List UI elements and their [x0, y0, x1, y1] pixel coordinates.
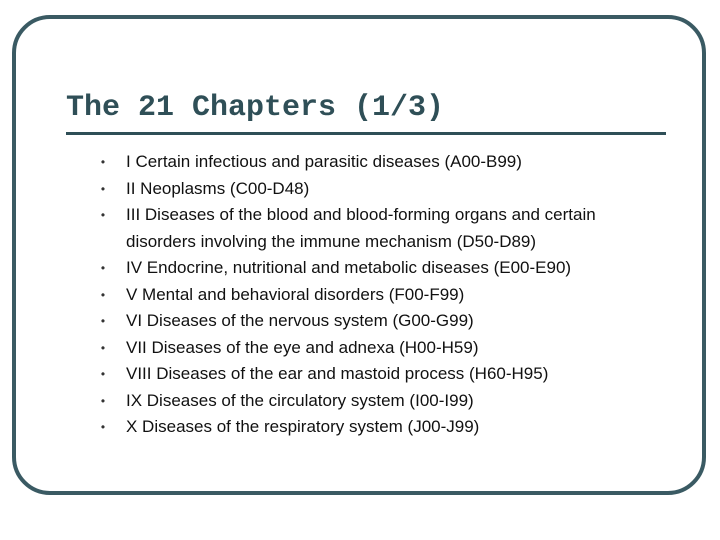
list-item	[98, 308, 698, 335]
bullet-icon: •	[100, 287, 106, 302]
chapter-list	[98, 149, 698, 441]
list-item-text: IV Endocrine, nutritional and metabolic diseases (E00-E90)	[126, 258, 572, 277]
title-underline	[66, 132, 666, 135]
bullet-icon: •	[100, 367, 106, 381]
list-item-text: III Diseases of the blood and blood-forming organs and certain disorders involving the immune mechanism (D50-D89)	[126, 205, 596, 251]
list-item-text: X Diseases of the respiratory system (J00-J99)	[126, 417, 480, 436]
list-item-text: I Certain infectious and parasitic diseases (A00-B99)	[126, 152, 522, 171]
list-item	[98, 149, 698, 176]
list-item	[98, 202, 698, 255]
list-item	[98, 388, 698, 415]
list-item-text: IX Diseases of the circulatory system (I00-I99)	[126, 390, 474, 410]
bullet-icon: •	[100, 155, 106, 169]
bullet-icon: •	[100, 420, 106, 434]
bullet-icon: •	[100, 340, 106, 355]
bullet-icon: •	[100, 181, 106, 196]
list-item	[98, 361, 698, 388]
list-item-text: VIII Diseases of the ear and mastoid process (H60-H95)	[126, 364, 549, 383]
list-item-text: II Neoplasms (C00-D48)	[126, 178, 310, 198]
list-item-text: VI Diseases of the nervous system (G00-G99)	[126, 311, 474, 330]
list-item-text: V Mental and behavioral disorders (F00-F99)	[126, 284, 465, 304]
list-item	[98, 255, 698, 282]
list-item	[98, 176, 698, 203]
list-item-text: VII Diseases of the eye and adnexa (H00-H59)	[126, 337, 479, 357]
bullet-icon: •	[100, 261, 106, 275]
bullet-icon: •	[100, 393, 106, 408]
bullet-icon: •	[100, 208, 106, 222]
list-item	[98, 282, 698, 309]
bullet-icon: •	[100, 314, 106, 328]
list-item	[98, 414, 698, 441]
slide-title: The 21 Chapters (1/3)	[66, 91, 445, 125]
list-item	[98, 335, 698, 362]
